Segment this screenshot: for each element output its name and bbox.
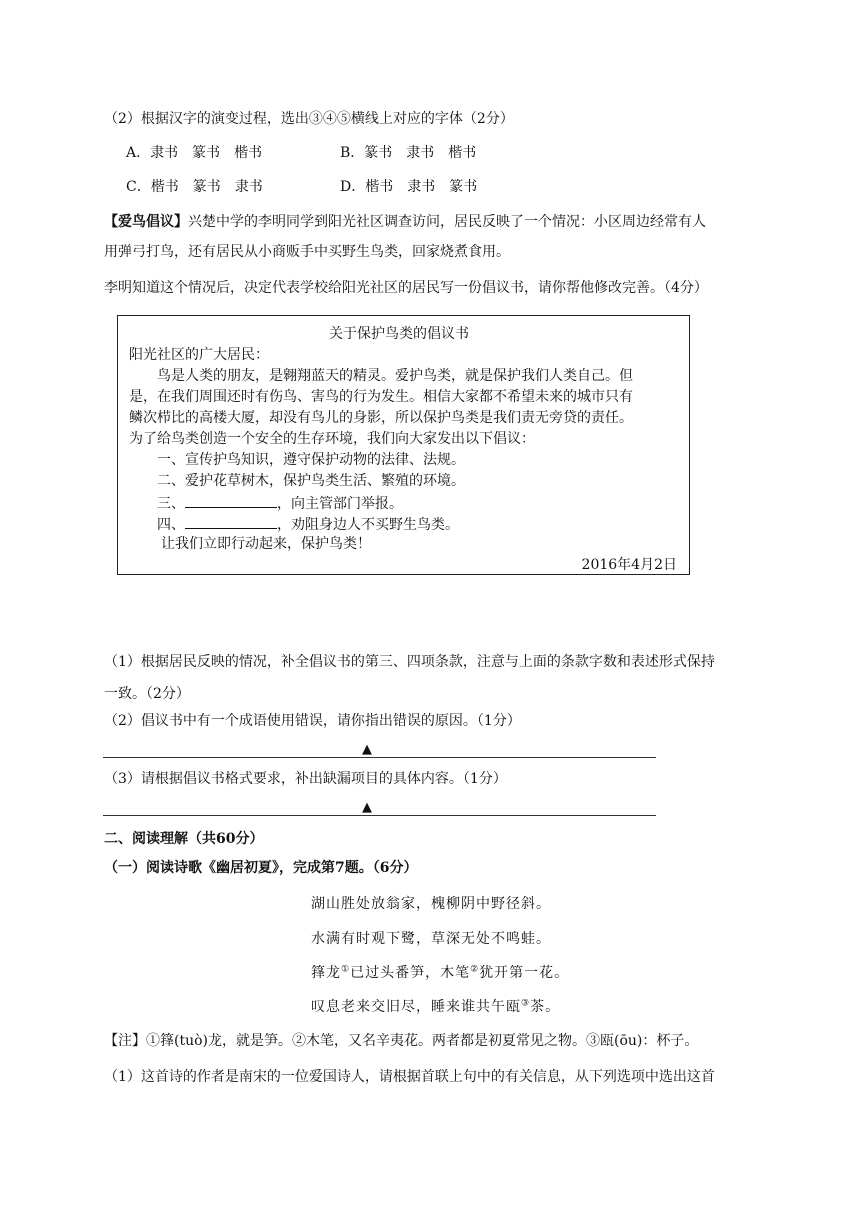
item-3-blank[interactable] xyxy=(185,492,277,508)
subquestion-1-line-1: （1）根据居民反映的情况，补全倡议书的第三、四项条款，注意与上面的条款字数和表述形式保持 xyxy=(104,654,715,670)
letter-item-2: 二、爱护花草树木，保护鸟类生活、繁殖的环境。 xyxy=(157,473,465,489)
question-7-1: （1）这首诗的作者是南宋的一位爱国诗人，请根据首联上句中的有关信息，从下列选项中选出这首 xyxy=(104,1069,715,1085)
letter-item-1: 一、宣传护鸟知识，遵守保护动物的法律、法规。 xyxy=(157,452,465,468)
letter-paragraph-line-3: 鳞次栉比的高楼大厦，却没有鸟儿的身影，所以保护鸟类是我们责无旁贷的责任。 xyxy=(129,410,633,426)
poem-line-3 xyxy=(311,963,569,983)
letter-item-4 xyxy=(157,513,459,535)
poem-line-2: 水满有时观下鹭，草深无处不鸣蛙。 xyxy=(311,931,551,947)
letter-closing: 让我们立即行动起来，保护鸟类！ xyxy=(161,536,371,552)
advocacy-instruction: 李明知道这个情况后，决定代表学校给阳光社区的居民写一份倡议书，请你帮他修改完善。（4分） xyxy=(104,280,708,296)
footnote-marker-2: ② xyxy=(470,964,480,975)
letter-paragraph-line-1: 鸟是人类的朋友，是翱翔蓝天的精灵。爱护鸟类，就是保护我们人类自己。但 xyxy=(157,368,633,384)
answer-marker-triangle: ▲ xyxy=(362,800,372,815)
poem-line-4-part-a: 叹息老来交旧尽，睡来谁共午瓯 xyxy=(311,999,521,1015)
poem-line-3-part-c: 犹开第一花。 xyxy=(479,965,570,981)
answer-marker-triangle: ▲ xyxy=(362,742,372,757)
option-c[interactable]: C．楷书 篆书 隶书 xyxy=(126,179,263,195)
item-4-blank[interactable] xyxy=(185,513,277,529)
proposal-letter-box xyxy=(117,315,690,575)
option-d[interactable]: D．楷书 隶书 篆书 xyxy=(340,179,478,195)
letter-date: 2016年4月2日 xyxy=(581,557,677,573)
item-3-suffix: ，向主管部门举报。 xyxy=(277,496,403,512)
letter-paragraph-line-2: 是，在我们周围还时有伤鸟、害鸟的行为发生。相信大家都不希望未来的城市只有 xyxy=(129,389,633,405)
subquestion-3: （3）请根据倡议书格式要求，补出缺漏项目的具体内容。（1分） xyxy=(104,771,507,787)
advocacy-tag: 【爱鸟倡议】 xyxy=(104,214,188,230)
footnote-marker-1: ① xyxy=(341,964,351,975)
poem-line-3-part-b: 已过头番笋，木笔 xyxy=(350,965,471,981)
section-2-subheading: （一）阅读诗歌《幽居初夏》，完成第7题。（6分） xyxy=(104,860,418,876)
subquestion-2: （2）倡议书中有一个成语使用错误，请你指出错误的原因。（1分） xyxy=(104,713,521,729)
answer-line-3[interactable] xyxy=(103,815,656,816)
footnote-marker-3: ③ xyxy=(521,998,531,1009)
question-2-stem: （2）根据汉字的演变过程，选出③④⑤横线上对应的字体（2分） xyxy=(104,111,514,127)
letter-item-3 xyxy=(157,492,403,514)
option-a[interactable]: A．隶书 篆书 楷书 xyxy=(126,145,263,161)
letter-paragraph-line-4: 为了给鸟类创造一个安全的生存环境，我们向大家发出以下倡议： xyxy=(129,431,535,447)
answer-line-2[interactable] xyxy=(103,757,656,758)
poem-line-3-part-a: 箨龙 xyxy=(311,965,341,981)
item-4-prefix: 四、 xyxy=(157,517,185,533)
item-4-suffix: ，劝阻身边人不买野生鸟类。 xyxy=(277,517,459,533)
advocacy-intro-line-2: 用弹弓打鸟，还有居民从小商贩手中买野生鸟类，回家烧煮食用。 xyxy=(104,244,510,260)
item-3-prefix: 三、 xyxy=(157,496,185,512)
option-b[interactable]: B．篆书 隶书 楷书 xyxy=(340,145,477,161)
poem-line-4 xyxy=(311,997,560,1017)
poem-line-4-part-b: 茶。 xyxy=(530,999,561,1015)
advocacy-intro-line-1 xyxy=(104,212,706,232)
letter-title: 关于保护鸟类的倡议书 xyxy=(329,326,469,342)
poem-line-1: 湖山胜处放翁家，槐柳阴中野径斜。 xyxy=(311,896,551,912)
letter-salutation: 阳光社区的广大居民： xyxy=(129,347,269,363)
subquestion-1-line-2: 一致。（2分） xyxy=(104,686,190,702)
poem-note: 【注】①箨(tuò)龙，就是笋。②木笔，又名辛夷花。两者都是初夏常见之物。③瓯(ōu)：杯子。 xyxy=(104,1033,699,1049)
section-2-heading: 二、阅读理解（共60分） xyxy=(104,831,264,847)
advocacy-intro-text: 兴楚中学的李明同学到阳光社区调查访问，居民反映了一个情况：小区周边经常有人 xyxy=(188,214,706,230)
